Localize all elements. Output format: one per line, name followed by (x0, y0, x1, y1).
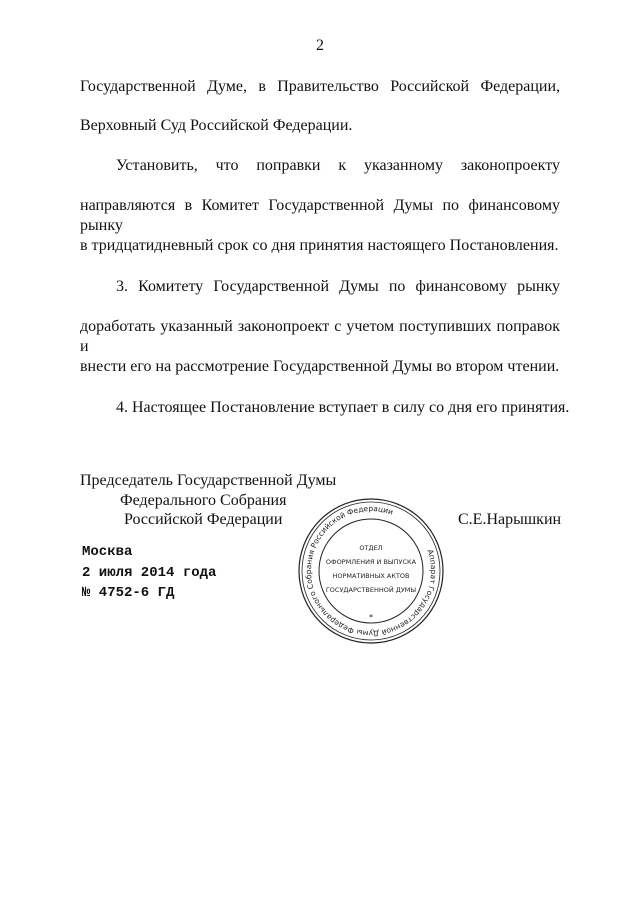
paragraph-line: Государственной Думе, в Правительство Российской Федерации, (80, 78, 560, 95)
document-number: № 4752-6 ГД (82, 585, 175, 601)
official-stamp (296, 496, 446, 646)
paragraph-line: 3. Комитету Государственной Думы по финансовому рынку (116, 278, 560, 295)
paragraph-line: направляются в Комитет Государственной Думы по финансовому рынку (80, 197, 560, 234)
stamp-star-icon: * (369, 613, 373, 622)
stamp-text: ГОСУДАРСТВЕННОЙ ДУМЫ (325, 586, 417, 594)
paragraph-line: в тридцатидневный срок со дня принятия настоящего Постановления. (80, 237, 559, 254)
stamp-text: НОРМАТИВНЫХ АКТОВ (332, 572, 410, 580)
signatory-title: Федерального Собрания (120, 492, 287, 509)
stamp-text: ОТДЕЛ (359, 544, 383, 552)
date: 2 июля 2014 года (82, 565, 217, 581)
paragraph-line: внести его на рассмотрение Государственной Думы во втором чтении. (80, 358, 560, 375)
city: Москва (82, 544, 133, 560)
paragraph-line: Установить, что поправки к указанному законопроекту (116, 157, 560, 174)
paragraph-line: 4. Настоящее Постановление вступает в силу со дня его принятия. (116, 399, 570, 416)
stamp-ring-text: Аппарат Государственной Думы Федерального Собрания Российской Федерации (303, 503, 439, 639)
paragraph-line: доработать указанный законопроект с учетом поступивших поправок и (80, 318, 560, 355)
page-number: 2 (316, 37, 324, 54)
signatory-title: Российской Федерации (124, 511, 283, 528)
stamp-text: ОФОРМЛЕНИЯ И ВЫПУСКА (325, 558, 417, 566)
signatory-name: С.Е.Нарышкин (458, 511, 562, 528)
paragraph-line: Верховный Суд Российской Федерации. (80, 117, 353, 134)
signatory-title: Председатель Государственной Думы (80, 472, 337, 489)
